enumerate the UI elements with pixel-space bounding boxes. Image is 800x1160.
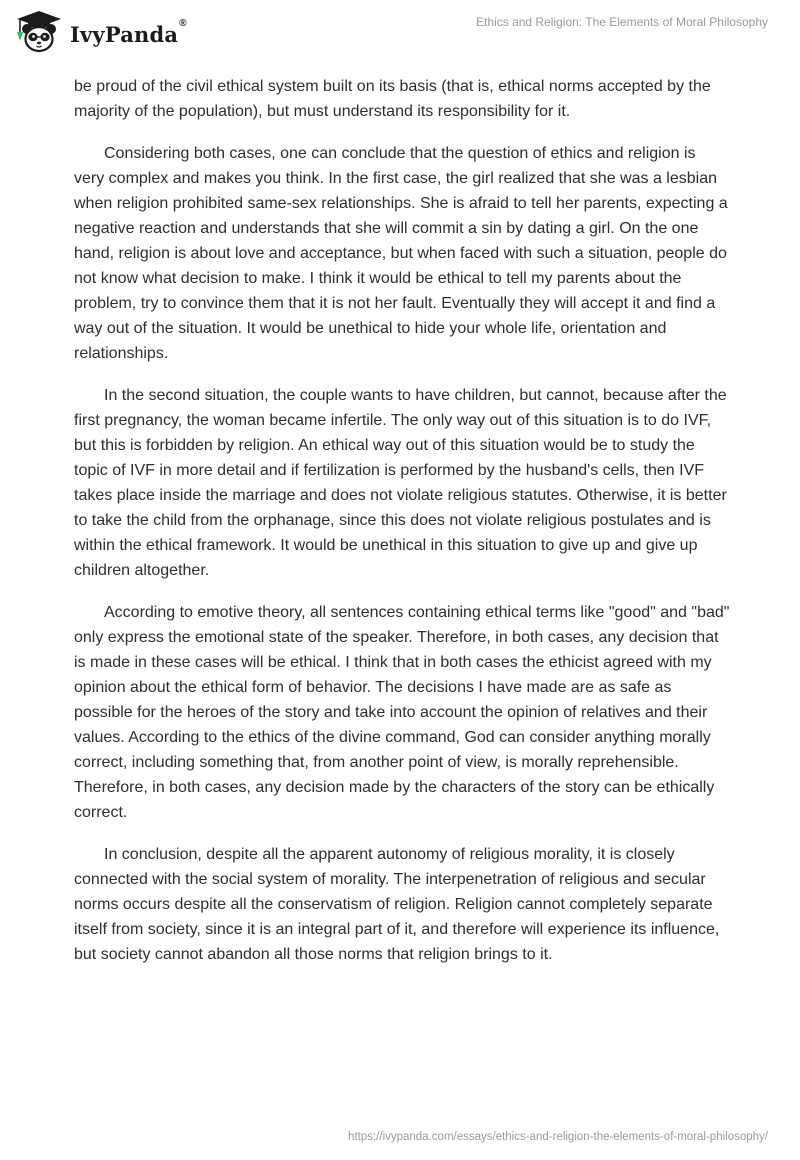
brand-logo[interactable] <box>12 8 187 56</box>
page-header <box>0 0 800 64</box>
essay-body <box>74 74 730 984</box>
brand-name-text: IvyPanda <box>70 21 179 47</box>
paragraph-1: be proud of the civil ethical system built on its basis (that is, ethical norms accepted by the majority of the population), but must understand its responsibility for it. <box>74 78 711 120</box>
document-title: Ethics and Religion: The Elements of Moral Philosophy <box>476 15 768 29</box>
paragraph-4: According to emotive theory, all sentences containing ethical terms like "good" and "bad" only express the emotional state of the speaker. Therefore, in both cases, any decision that is made in these cases will be ethical. I think that in both cases the ethicist agreed with my opinion about the ethical form of behavior. The decisions I have made are as safe as possible for the heroes of the story and take into account the opinion of relatives and their values. According to the ethics of the divine command, God can consider anything morally correct, including something that, from another point of view, is morally reprehensible. Therefore, in both cases, any decision made by the characters of the story can be ethically correct. <box>74 604 730 821</box>
paragraph-5: In conclusion, despite all the apparent autonomy of religious morality, it is closely connected with the social system of morality. The interpenetration of religious and secular norms occurs despite all the conservatism of religion. Religion cannot completely separate itself from society, since it is an integral part of it, and therefore will experience its influence, but society cannot abandon all those norms that religion brings to it. <box>74 846 720 963</box>
registered-mark: ® <box>179 17 187 29</box>
panda-graduate-logo-icon <box>12 8 66 56</box>
paragraph-2: Considering both cases, one can conclude that the question of ethics and religion is very complex and makes you think. In the first case, the girl realized that she was a lesbian when religion prohibited same-sex relationships. She is afraid to tell her parents, expecting a negative reaction and understands that she will commit a sin by dating a girl. On the one hand, religion is about love and acceptance, but when faced with such a situation, people do not know what decision to make. I think it would be ethical to tell my parents about the problem, try to convince them that it is not her fault. Eventually they will accept it and find a way out of the situation. It would be unethical to hide your whole life, orientation and relationships. <box>74 145 728 362</box>
source-url[interactable]: https://ivypanda.com/essays/ethics-and-religion-the-elements-of-moral-philosophy/ <box>348 1131 768 1143</box>
paragraph-3: In the second situation, the couple wants to have children, but cannot, because after the first pregnancy, the woman became infertile. The only way out of this situation is to do IVF, but this is forbidden by religion. An ethical way out of this situation would be to study the topic of IVF in more detail and if fertilization is performed by the husband's cells, then IVF takes place inside the marriage and does not violate religious statutes. Otherwise, it is better to take the child from the orphanage, since this does not violate religious postulates and is within the ethical framework. It would be unethical in this situation to give up and give up children altogether. <box>74 387 727 579</box>
brand-name <box>70 17 187 47</box>
